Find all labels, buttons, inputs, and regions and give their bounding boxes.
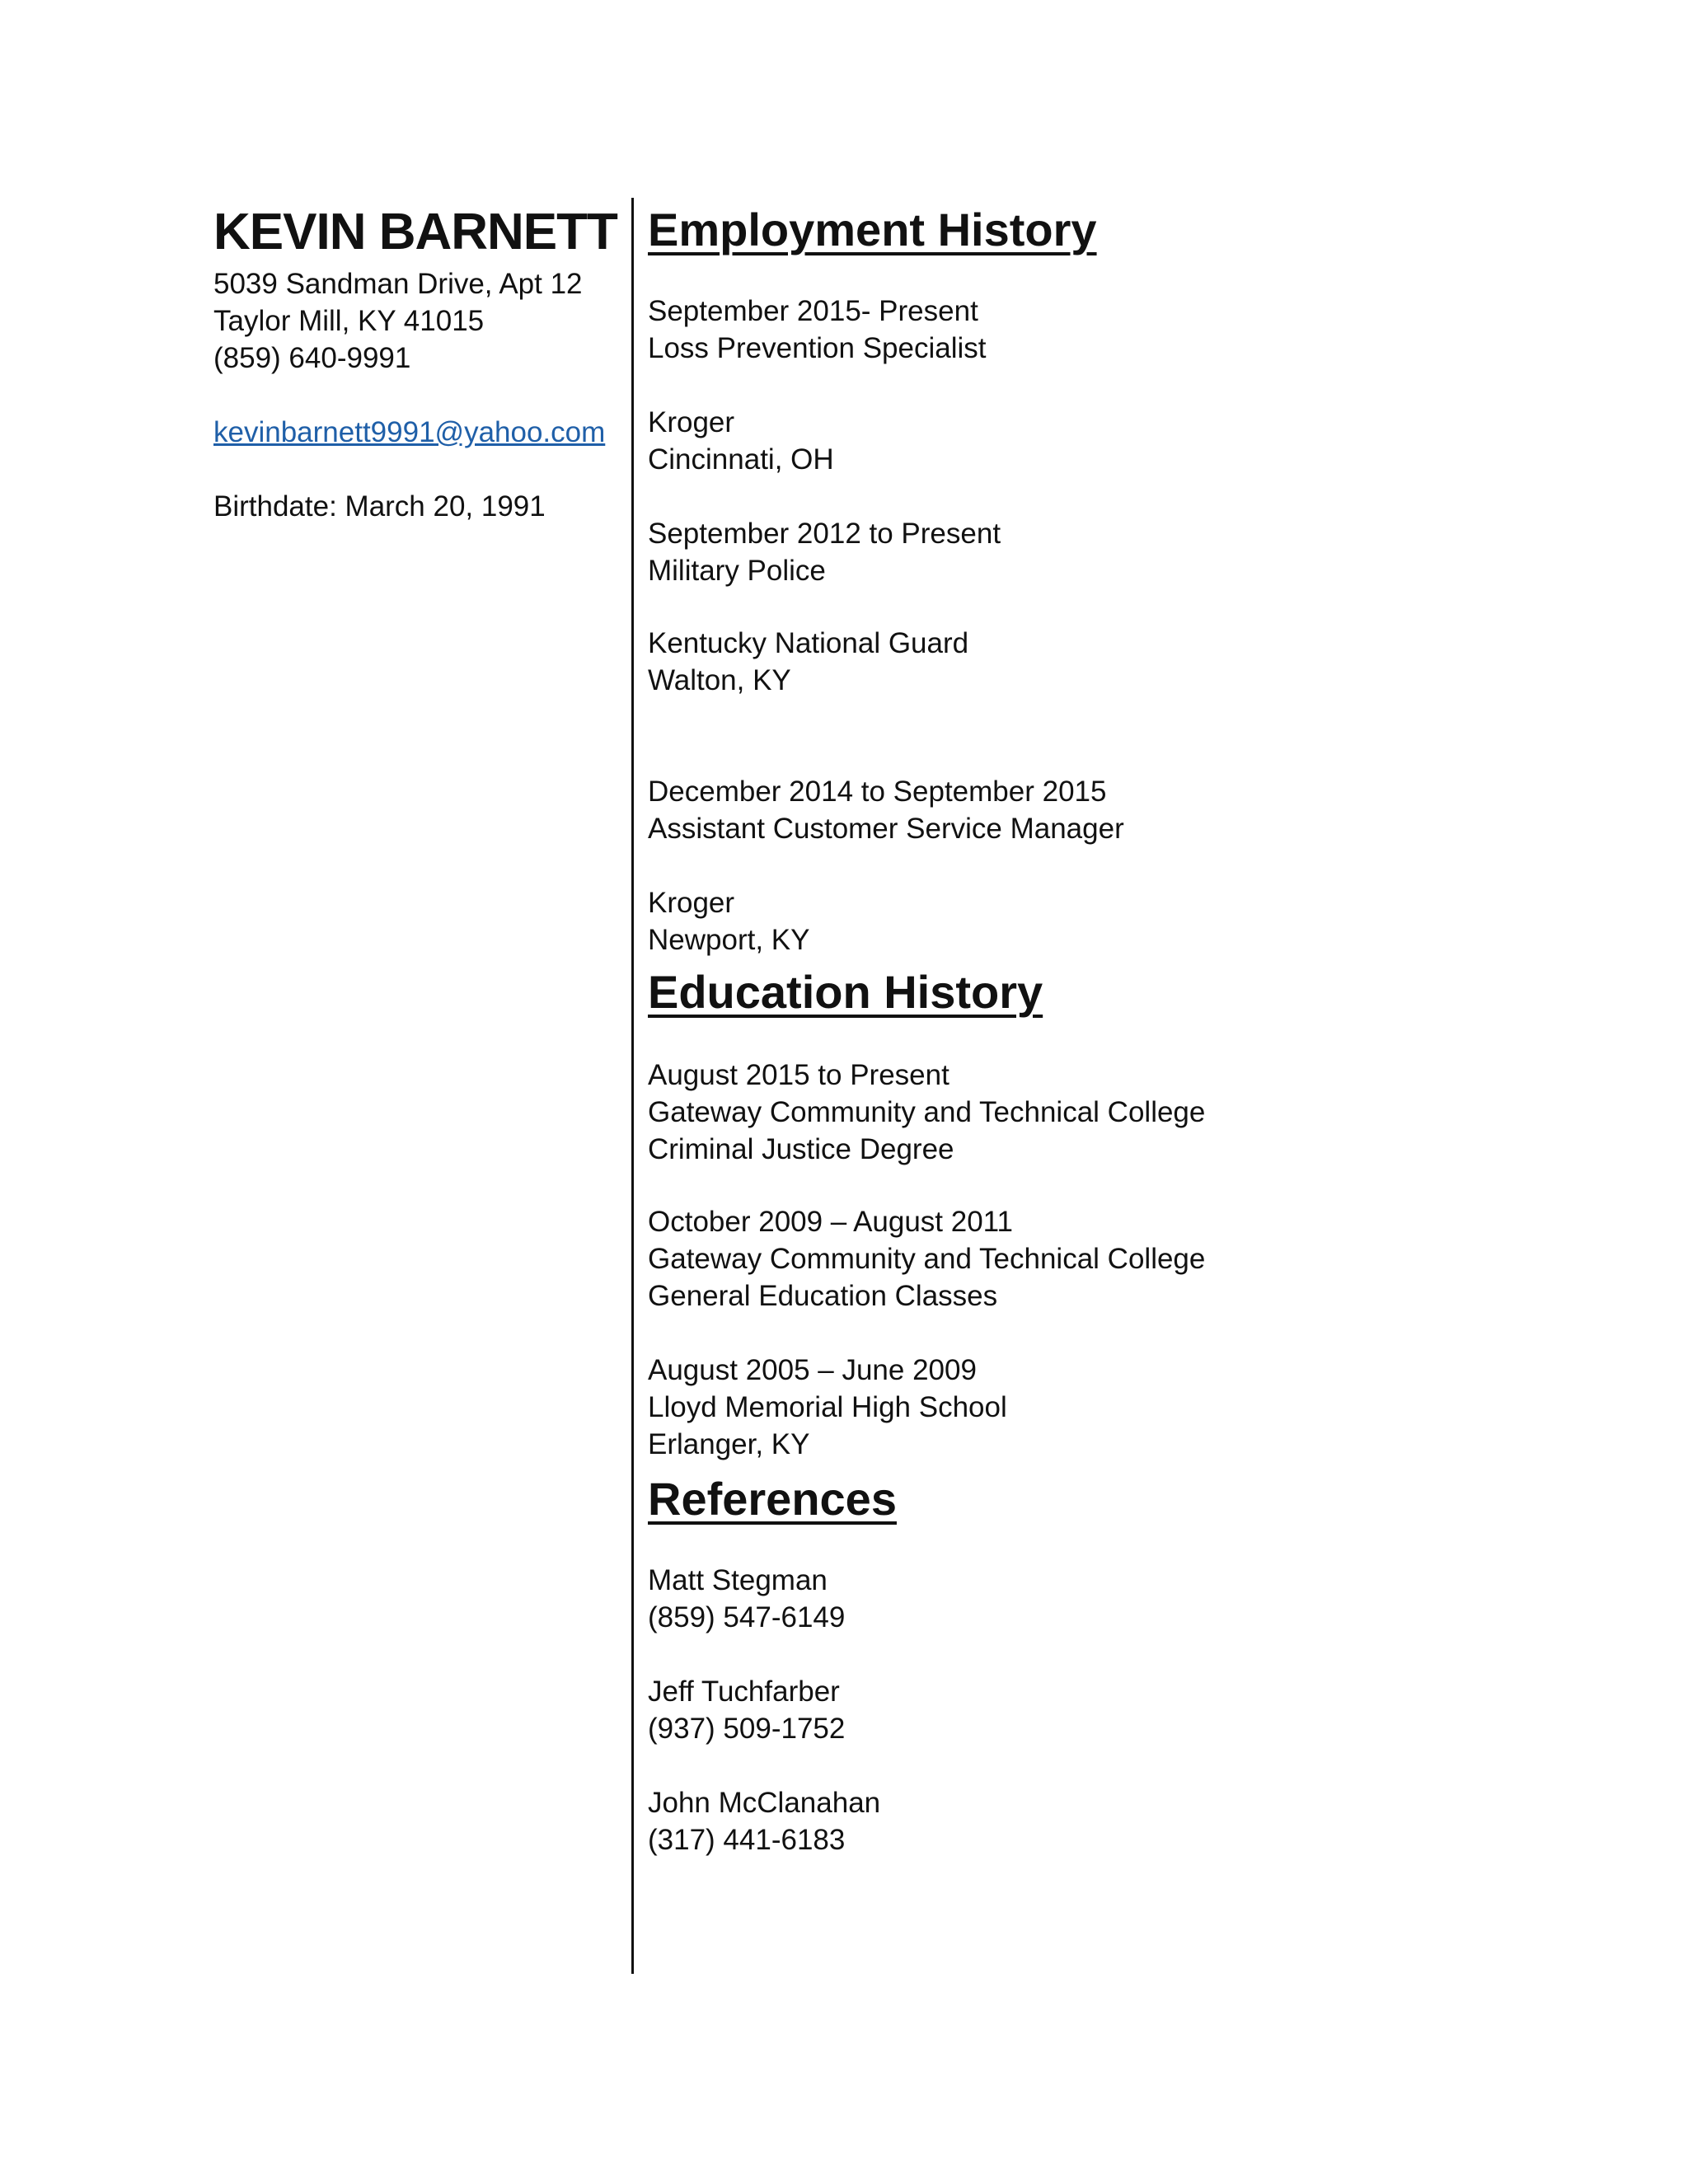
employment-section	[648, 202, 1097, 258]
job-employer: Kroger	[648, 887, 735, 919]
education-detail: Erlanger, KY	[648, 1428, 810, 1460]
job-entry	[648, 773, 1124, 847]
education-school: Gateway Community and Technical College	[648, 1243, 1206, 1275]
reference-entry	[648, 1784, 880, 1858]
candidate-name: KEVIN BARNETT	[213, 204, 617, 260]
reference-name: Jeff Tuchfarber	[648, 1675, 840, 1708]
contact-column	[213, 204, 626, 525]
education-school: Gateway Community and Technical College	[648, 1096, 1206, 1128]
birthdate: Birthdate: March 20, 1991	[213, 490, 546, 523]
education-heading: Education History	[648, 966, 1043, 1018]
job-entry	[648, 515, 1001, 589]
job-location: Walton, KY	[648, 664, 791, 696]
references-section	[648, 1471, 897, 1527]
job-entry	[648, 293, 987, 367]
job-dates: September 2015- Present	[648, 295, 978, 327]
job-employer: Kroger	[648, 406, 735, 438]
job-title: Assistant Customer Service Manager	[648, 813, 1124, 845]
job-employer-block	[648, 884, 809, 958]
employment-heading: Employment History	[648, 204, 1097, 255]
job-location: Newport, KY	[648, 924, 810, 956]
email-link[interactable]: kevinbarnett9991@yahoo.com	[213, 416, 606, 448]
job-employer: Kentucky National Guard	[648, 627, 969, 659]
education-entry	[648, 1057, 1205, 1168]
education-section	[648, 964, 1043, 1020]
job-employer-block	[648, 625, 968, 699]
job-dates: December 2014 to September 2015	[648, 776, 1107, 808]
reference-name: John McClanahan	[648, 1787, 881, 1819]
education-detail: Criminal Justice Degree	[648, 1133, 954, 1165]
reference-phone: (859) 547-6149	[648, 1601, 846, 1633]
job-title: Loss Prevention Specialist	[648, 332, 987, 364]
education-dates: October 2009 – August 2011	[648, 1206, 1014, 1238]
job-location: Cincinnati, OH	[648, 443, 834, 476]
education-entry	[648, 1352, 1007, 1463]
reference-entry	[648, 1673, 845, 1747]
job-title: Military Police	[648, 555, 826, 587]
reference-entry	[648, 1562, 845, 1636]
job-employer-block	[648, 404, 834, 478]
reference-phone: (937) 509-1752	[648, 1713, 846, 1745]
education-dates: August 2005 – June 2009	[648, 1354, 977, 1386]
reference-phone: (317) 441-6183	[648, 1824, 846, 1856]
column-divider	[631, 198, 634, 1974]
education-detail: General Education Classes	[648, 1280, 998, 1312]
education-dates: August 2015 to Present	[648, 1059, 950, 1091]
phone-number: (859) 640-9991	[213, 342, 411, 374]
education-school: Lloyd Memorial High School	[648, 1391, 1007, 1423]
job-dates: September 2012 to Present	[648, 518, 1001, 550]
education-entry	[648, 1203, 1205, 1315]
references-heading: References	[648, 1473, 897, 1525]
address-line-1: 5039 Sandman Drive, Apt 12	[213, 268, 583, 300]
reference-name: Matt Stegman	[648, 1564, 828, 1596]
address-line-2: Taylor Mill, KY 41015	[213, 305, 485, 337]
